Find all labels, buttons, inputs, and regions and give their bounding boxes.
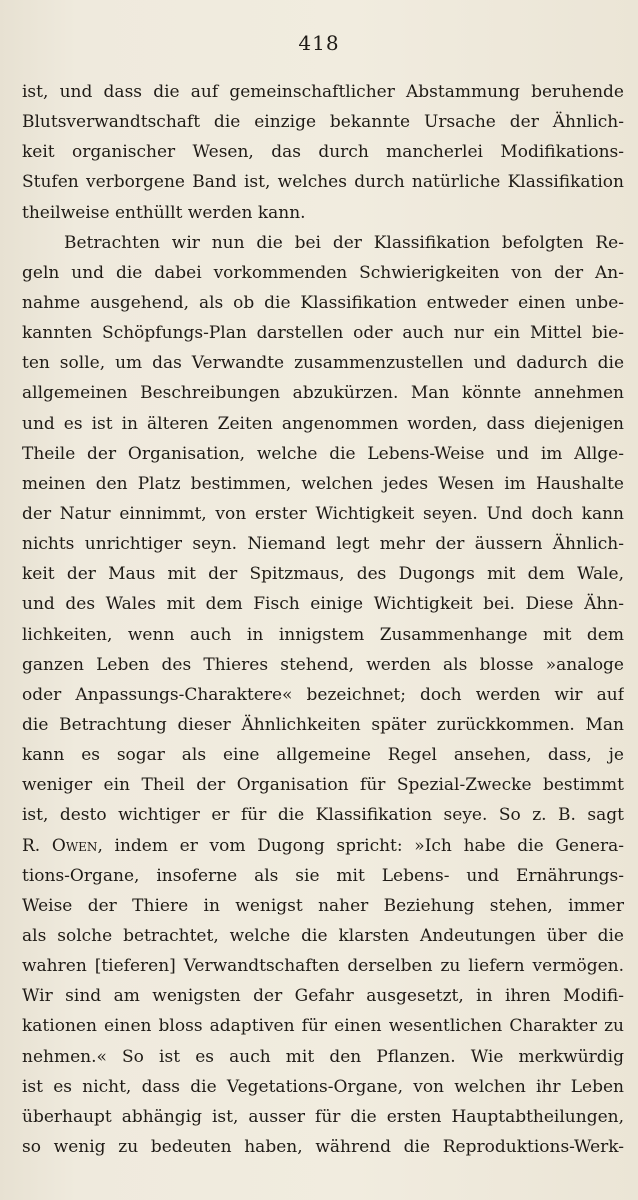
text-line: keit der Maus mit der Spitzmaus, des Dugongs mit dem Wale,	[22, 564, 624, 585]
text-line: so wenig zu bedeuten haben, während die Reproduktions-Werk-	[22, 1136, 624, 1157]
line-prefix: R.	[22, 835, 52, 856]
text-line: ganzen Leben des Thieres stehend, werden als blosse »analoge	[22, 654, 624, 675]
text-line: ist, und dass die auf gemeinschaftlicher Abstammung beruhende	[22, 82, 624, 102]
text-line: ten solle, um das Verwandte zusammenzustellen und dadurch die	[22, 353, 624, 374]
text-line: Blutsverwandtschaft die einzige bekannte Ursache der Ähnlich-	[22, 112, 624, 133]
line-suffix: , indem er vom Dugong spricht: »Ich habe die Genera-	[97, 835, 624, 856]
text-line: ist es nicht, dass die Vegetations-Organe, von welchen ihr Leben	[22, 1076, 624, 1097]
page-number: 418	[298, 31, 340, 55]
text-line: als solche betrachtet, welche die klarsten Andeutungen über die	[22, 925, 624, 946]
text-line: der Natur einnimmt, von erster Wichtigkeit seyen. Und doch kann	[22, 503, 624, 524]
text-line: Stufen verborgene Band ist, welches durch natürliche Klassifikation	[22, 172, 624, 193]
text-line: Wir sind am wenigsten der Gefahr ausgesetzt, in ihren Modifi-	[22, 986, 624, 1007]
text-line: tions-Organe, insoferne als sie mit Lebens- und Ernährungs-	[22, 865, 624, 886]
text-line: nahme ausgehend, als ob die Klassifikation entweder einen unbe-	[22, 292, 624, 313]
text-line: keit organischer Wesen, das durch mancherlei Modifikations-	[22, 142, 624, 163]
text-line: nichts unrichtiger seyn. Niemand legt mehr der äussern Ähnlich-	[22, 534, 624, 555]
text-line: nehmen.« So ist es auch mit den Pflanzen. Wie merkwürdig	[22, 1046, 624, 1067]
text-line: und es ist in älteren Zeiten angenommen worden, dass diejenigen	[22, 413, 624, 434]
text-line: Betrachten wir nun die bei der Klassifikation befolgten Re-	[64, 232, 624, 253]
text-line: und des Wales mit dem Fisch einige Wichtigkeit bei. Diese Ähn-	[22, 594, 624, 615]
text-line: ist, desto wichtiger er für die Klassifikation seye. So z. B. sagt	[22, 805, 624, 826]
text-line: oder Anpassungs-Charaktere« bezeichnet; doch werden wir auf	[22, 684, 624, 705]
text-line: wahren [tieferen] Verwandtschaften derselben zu liefern vermögen.	[22, 956, 624, 977]
text-line: theilweise enthüllt werden kann.	[22, 202, 306, 223]
text-line	[22, 831, 624, 861]
text-line: Theile der Organisation, welche die Lebens-Weise und im Allge-	[22, 443, 624, 464]
text-line: lichkeiten, wenn auch in innigstem Zusammenhange mit dem	[22, 624, 624, 645]
author-name: Owen	[51, 835, 98, 856]
text-line: kannten Schöpfungs-Plan darstellen oder auch nur ein Mittel bie-	[22, 323, 624, 344]
text-line: kann es sogar als eine allgemeine Regel ansehen, dass, je	[22, 745, 624, 766]
text-line: geln und die dabei vorkommenden Schwierigkeiten von der An-	[22, 262, 624, 283]
text-line: allgemeinen Beschreibungen abzukürzen. Man könnte annehmen	[22, 383, 624, 404]
text-line: überhaupt abhängig ist, ausser für die ersten Hauptabtheilungen,	[22, 1106, 624, 1127]
text-line: weniger ein Theil der Organisation für Spezial-Zwecke bestimmt	[22, 775, 624, 796]
body-text	[22, 77, 624, 1162]
text-line: Weise der Thiere in wenigst naher Beziehung stehen, immer	[22, 895, 624, 916]
text-line: die Betrachtung dieser Ähnlichkeiten später zurückkommen. Man	[22, 714, 624, 735]
text-line: kationen einen bloss adaptiven für einen wesentlichen Charakter zu	[22, 1016, 624, 1037]
text-line: meinen den Platz bestimmen, welchen jedes Wesen im Haushalte	[22, 473, 624, 494]
